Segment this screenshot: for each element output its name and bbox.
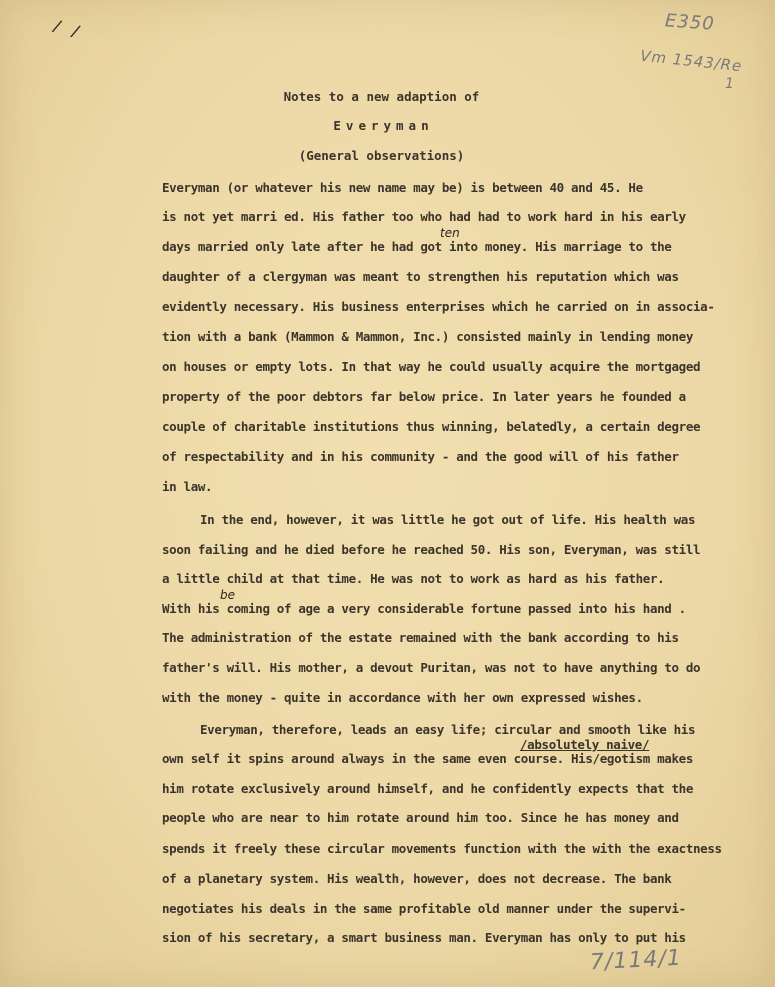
text-line: in law. — [162, 479, 213, 494]
text-line: is not yet marri ed. His father too who had had to work hard in his early — [162, 209, 686, 224]
text-line: daughter of a clergyman was meant to strengthen his reputation which was — [162, 269, 679, 284]
text-line: sion of his secretary, a smart business man. Everyman has only to put his — [162, 930, 686, 945]
text-line: evidently necessary. His business enterprises which he carried on in associa- — [162, 299, 715, 314]
text-line: on houses or empty lots. In that way he could usually acquire the mortgaged — [162, 359, 701, 374]
text-line: of respectability and in his community - and the good will of his father — [162, 449, 679, 464]
text-line: negotiates his deals in the same profitable old manner under the supervi- — [162, 901, 686, 916]
text-line: couple of charitable institutions thus winning, belatedly, a certain degree — [162, 419, 701, 434]
edge-marks: / / — [50, 15, 84, 42]
text-line: with the money - quite in accordance with her own expressed wishes. — [162, 690, 643, 705]
text-line: soon failing and he died before he reached 50. His son, Everyman, was still — [162, 542, 701, 557]
title-line-1: Notes to a new adaption of — [283, 89, 480, 104]
text-line: tion with a bank (Mammon & Mammon, Inc.) consisted mainly in lending money — [162, 329, 693, 344]
text-line: days married only late after he had got into money. His marriage to the — [162, 239, 672, 254]
text-line: With his coming of age a very considerable fortune passed into his hand . — [162, 601, 686, 616]
handwritten-insertion: be — [220, 588, 235, 602]
interlinear-insertion: /absolutely naive/ — [520, 737, 650, 752]
archive-ref-number-annotation: 1 — [725, 76, 735, 92]
text-line: spends it freely these circular movements function with the with the exactness — [162, 841, 722, 856]
archive-ref-annotation: Vm 1543/Re — [639, 46, 744, 76]
text-line: own self it spins around always in the same even course. His/egotism makes — [162, 751, 693, 766]
text-line: Everyman (or whatever his new name may be) is between 40 and 45. He — [162, 180, 643, 195]
text-line: of a planetary system. His wealth, however, does not decrease. The bank — [162, 871, 672, 886]
text-line: a little child at that time. He was not to work as hard as his father. — [162, 571, 665, 586]
text-line: him rotate exclusively around himself, and he confidently expects that the — [162, 781, 693, 796]
text-line: In the end, however, it was little he got out of life. His health was — [200, 512, 696, 527]
title-line-3: (General observations) — [298, 148, 465, 163]
text-line: property of the poor debtors far below price. In later years he founded a — [162, 389, 686, 404]
archive-code-annotation: E350 — [664, 10, 716, 35]
text-line: people who are near to him rotate around him too. Since he has money and — [162, 810, 679, 825]
title-line-2: Everyman — [333, 118, 434, 133]
text-line: Everyman, therefore, leads an easy life; circular and smooth like his — [200, 722, 696, 737]
text-line: The administration of the estate remained with the bank according to his — [162, 630, 679, 645]
text-line: father's will. His mother, a devout Puritan, was not to have anything to do — [162, 660, 701, 675]
folio-annotation: 7/114/1 — [589, 945, 683, 976]
handwritten-insertion: ten — [440, 226, 460, 240]
